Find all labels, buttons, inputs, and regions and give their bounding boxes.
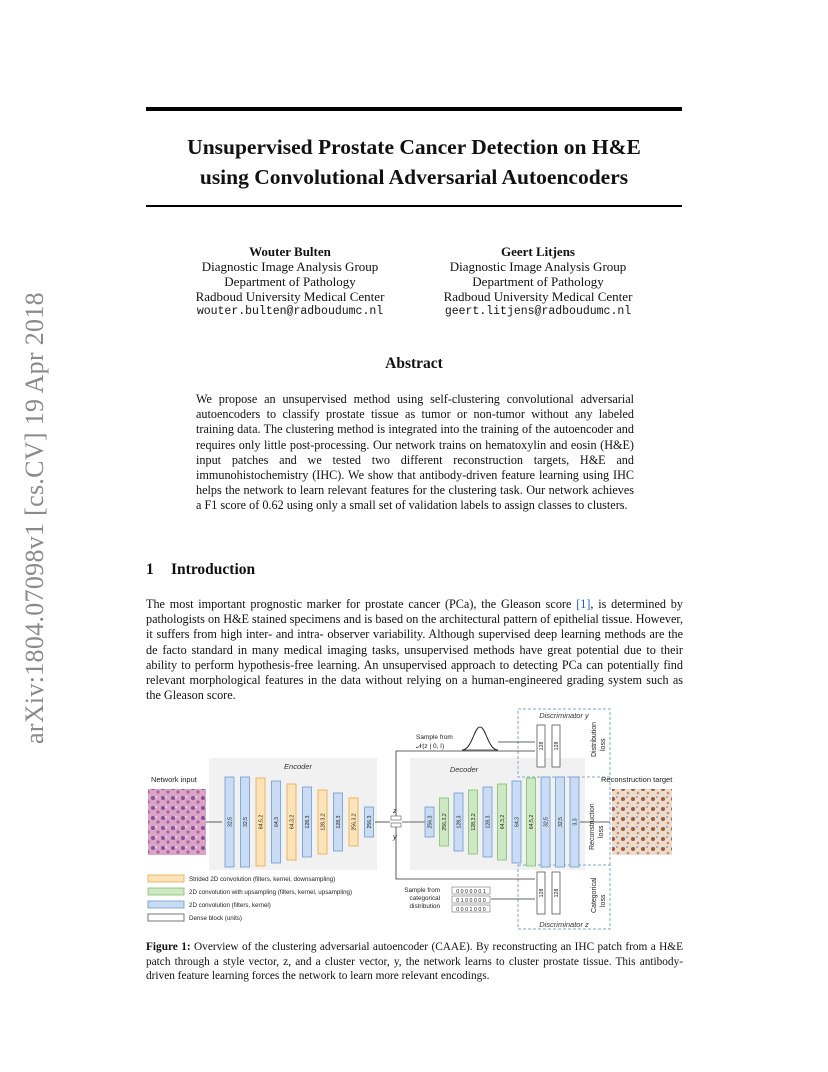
sample-normal-label-2: 𝒩(z | 0, I): [416, 743, 445, 750]
legend-swatch: [148, 914, 184, 921]
intro-text-after: , is determined by pathologists on H&E stained specimens and is based on the architectural pattern of epithelial tissue. However, it suffers from high inter- and intra- observer variability. Although supervised deep learning methods are the de facto standard in many medical imaging tasks, unsupervised methods have great potential due to their ability to perform hypothesis-free learning. An unsupervised approach to detecting PCa can potentially find relevant morphological features in the data without relying on a human-engineered grading system such as the Gleason score.: [146, 597, 683, 703]
sample-cat-label-3: distribution: [409, 903, 440, 910]
disc-z-layer-label: 128: [554, 888, 560, 898]
onehot-sample: 0 1 0 0 0 0 0: [456, 898, 486, 904]
distribution-loss-label: [591, 720, 607, 757]
author-group: Diagnostic Image Analysis Group: [201, 259, 379, 274]
sample-cat-label-1: Sample from: [404, 887, 440, 894]
title-line-1: Unsupervised Prostate Cancer Detection on H&E: [187, 135, 641, 159]
decoder-layer-label: 256,3: [427, 815, 434, 829]
intro-paragraph: [146, 597, 683, 703]
encoder-layer-label: 32,5: [243, 816, 249, 828]
discriminator-z-label: Discriminator z: [539, 920, 589, 929]
reconstruction-loss-line-2: loss: [598, 825, 605, 838]
decoder-layer-label: 64,5,2: [529, 814, 535, 830]
decoder-layer-label: 128,3,2: [471, 813, 477, 831]
categorical-loss-line-2: loss: [600, 894, 607, 907]
author-inst: Radboud University Medical Center: [195, 289, 385, 304]
y-vector: [391, 823, 401, 827]
z-label: z: [393, 806, 397, 815]
section-heading: [146, 561, 255, 579]
network-input-label: Network input: [151, 775, 197, 784]
disc-z-layer-label: 128: [539, 888, 545, 898]
gaussian-curve: [462, 727, 498, 750]
figure-caption: [146, 940, 683, 984]
decoder-layer-label: 32,5: [543, 816, 550, 828]
distribution-loss-line-2: loss: [600, 738, 607, 751]
abstract-heading: Abstract: [385, 355, 443, 372]
reconstruction-loss-label: [589, 801, 605, 850]
encoder-layer-label: 256,3: [367, 815, 373, 829]
sample-cat-label-2: categorical: [409, 895, 440, 902]
decoder-layer-label: 128,3: [456, 815, 463, 829]
encoder-layer-label: 256,3,2: [351, 813, 358, 831]
onehot-sample: 0 0 0 1 0 0 0: [456, 907, 486, 913]
caption-text: Overview of the clustering adversarial autoencoder (CAAE). By reconstructing an IHC patch from a H&E patch through a style vector, z, and a cluster vector, y, the network learns to cluster prostate tissue. This antibody-driven feature learning forces the network to learn more relevant encodings.: [146, 941, 683, 983]
figure-legend: [148, 875, 352, 922]
author-email[interactable]: geert.litjens@radboudumc.nl: [444, 305, 632, 318]
author-dept: Department of Pathology: [224, 274, 356, 289]
reconstruction-target-label: Reconstruction target: [601, 775, 673, 784]
sample-normal-label-1: Sample from: [416, 734, 453, 741]
paper-title: [146, 132, 682, 192]
y-label: y: [393, 832, 397, 841]
decoder-layer-label: 3,3: [572, 818, 579, 826]
categorical-loss-label: [591, 876, 607, 913]
disc-y-layer-label: 128: [554, 741, 560, 751]
legend-label: Dense block (units): [189, 915, 242, 922]
author-group: Diagnostic Image Analysis Group: [449, 259, 627, 274]
encoder-layer-label: 128,3: [305, 815, 311, 829]
encoder-label: Encoder: [284, 762, 312, 771]
author-name: Geert Litjens: [500, 244, 575, 259]
author-block-2: [408, 244, 668, 319]
intro-text-before: The most important prognostic marker for prostate cancer (PCa), the Gleason score: [146, 597, 577, 611]
author-name: Wouter Bulten: [249, 244, 331, 259]
categorical-loss-line-1: Categorical: [591, 877, 598, 913]
encoder-layer-label: 64,3: [274, 816, 280, 828]
disc-y-layer-label: 128: [539, 741, 545, 751]
legend-swatch: [148, 875, 184, 882]
distribution-loss-line-1: Distribution: [591, 721, 598, 757]
discriminator-y-label: Discriminator y: [539, 711, 589, 720]
z-vector: [391, 816, 401, 820]
author-email[interactable]: wouter.bulten@radboudumc.nl: [196, 305, 384, 318]
abstract-text: We propose an unsupervised method using self-clustering convolutional adversarial autoencoders to classify prostate tissue as tumor or non-tumor without any labeled training data. The clustering method is integrated into the training of the autoencoder and requires only little post-processing. Our network trains on hematoxylin and eosin (H&E) input patches and we tested two different reconstruction targets, H&E and immunohistochemistry (IHC). We show that antibody-driven feature learning using IHC helps the network to learn relevant features for the clustering task. Our network achieves a F1 score of 0.62 using only a small set of validation labels to assign classes to clusters.: [196, 392, 634, 513]
section-title: Introduction: [171, 561, 256, 578]
title-line-2: using Convolutional Adversarial Autoencoders: [199, 165, 629, 189]
reconstruction-loss-line-1: Reconstruction: [589, 803, 596, 850]
arxiv-stamp: arXiv:1804.07098v1 [cs.CV] 19 Apr 2018: [20, 292, 49, 744]
network-input-patch: [148, 789, 206, 855]
legend-label: Strided 2D convolution (filters, kernel, downsampling): [189, 876, 336, 883]
decoder-layer-label: 64,3: [514, 816, 521, 828]
onehot-sample: 0 0 0 0 0 0 1: [456, 889, 486, 895]
reconstruction-target-patch: [612, 789, 672, 855]
decoder-layer-label: 32,5: [558, 816, 564, 828]
author-inst: Radboud University Medical Center: [443, 289, 633, 304]
encoder-layer-label: 128,3: [336, 815, 342, 829]
decoder-layer-label: 64,3,2: [500, 814, 506, 830]
caae-architecture-figure: [140, 705, 690, 935]
legend-swatch: [148, 888, 184, 895]
decoder-layer-label: 128,3: [485, 815, 492, 829]
encoder-layer-label: 64,5,2: [258, 814, 265, 830]
title-bottom-rule: [146, 205, 682, 207]
author-block-1: [160, 244, 420, 319]
encoder-layer-label: 128,3,2: [320, 813, 327, 831]
legend-label: 2D convolution with upsampling (filters, kernel, upsampling): [189, 889, 353, 896]
discriminator-z-layers: [537, 872, 560, 914]
citation-link[interactable]: [1]: [576, 597, 591, 611]
onehot-samples: [452, 887, 490, 913]
title-top-rule: [146, 107, 682, 111]
encoder-layer-label: 64,3,2: [289, 814, 296, 830]
encoder-layer-label: 32,5: [227, 816, 234, 828]
author-dept: Department of Pathology: [472, 274, 604, 289]
legend-swatch: [148, 901, 184, 908]
decoder-label: Decoder: [449, 765, 479, 774]
legend-label: 2D convolution (filters, kernel): [189, 902, 271, 909]
decoder-layer-label: 256,3,2: [442, 813, 448, 831]
section-number: 1: [146, 561, 154, 578]
caption-label: Figure 1:: [146, 941, 191, 953]
